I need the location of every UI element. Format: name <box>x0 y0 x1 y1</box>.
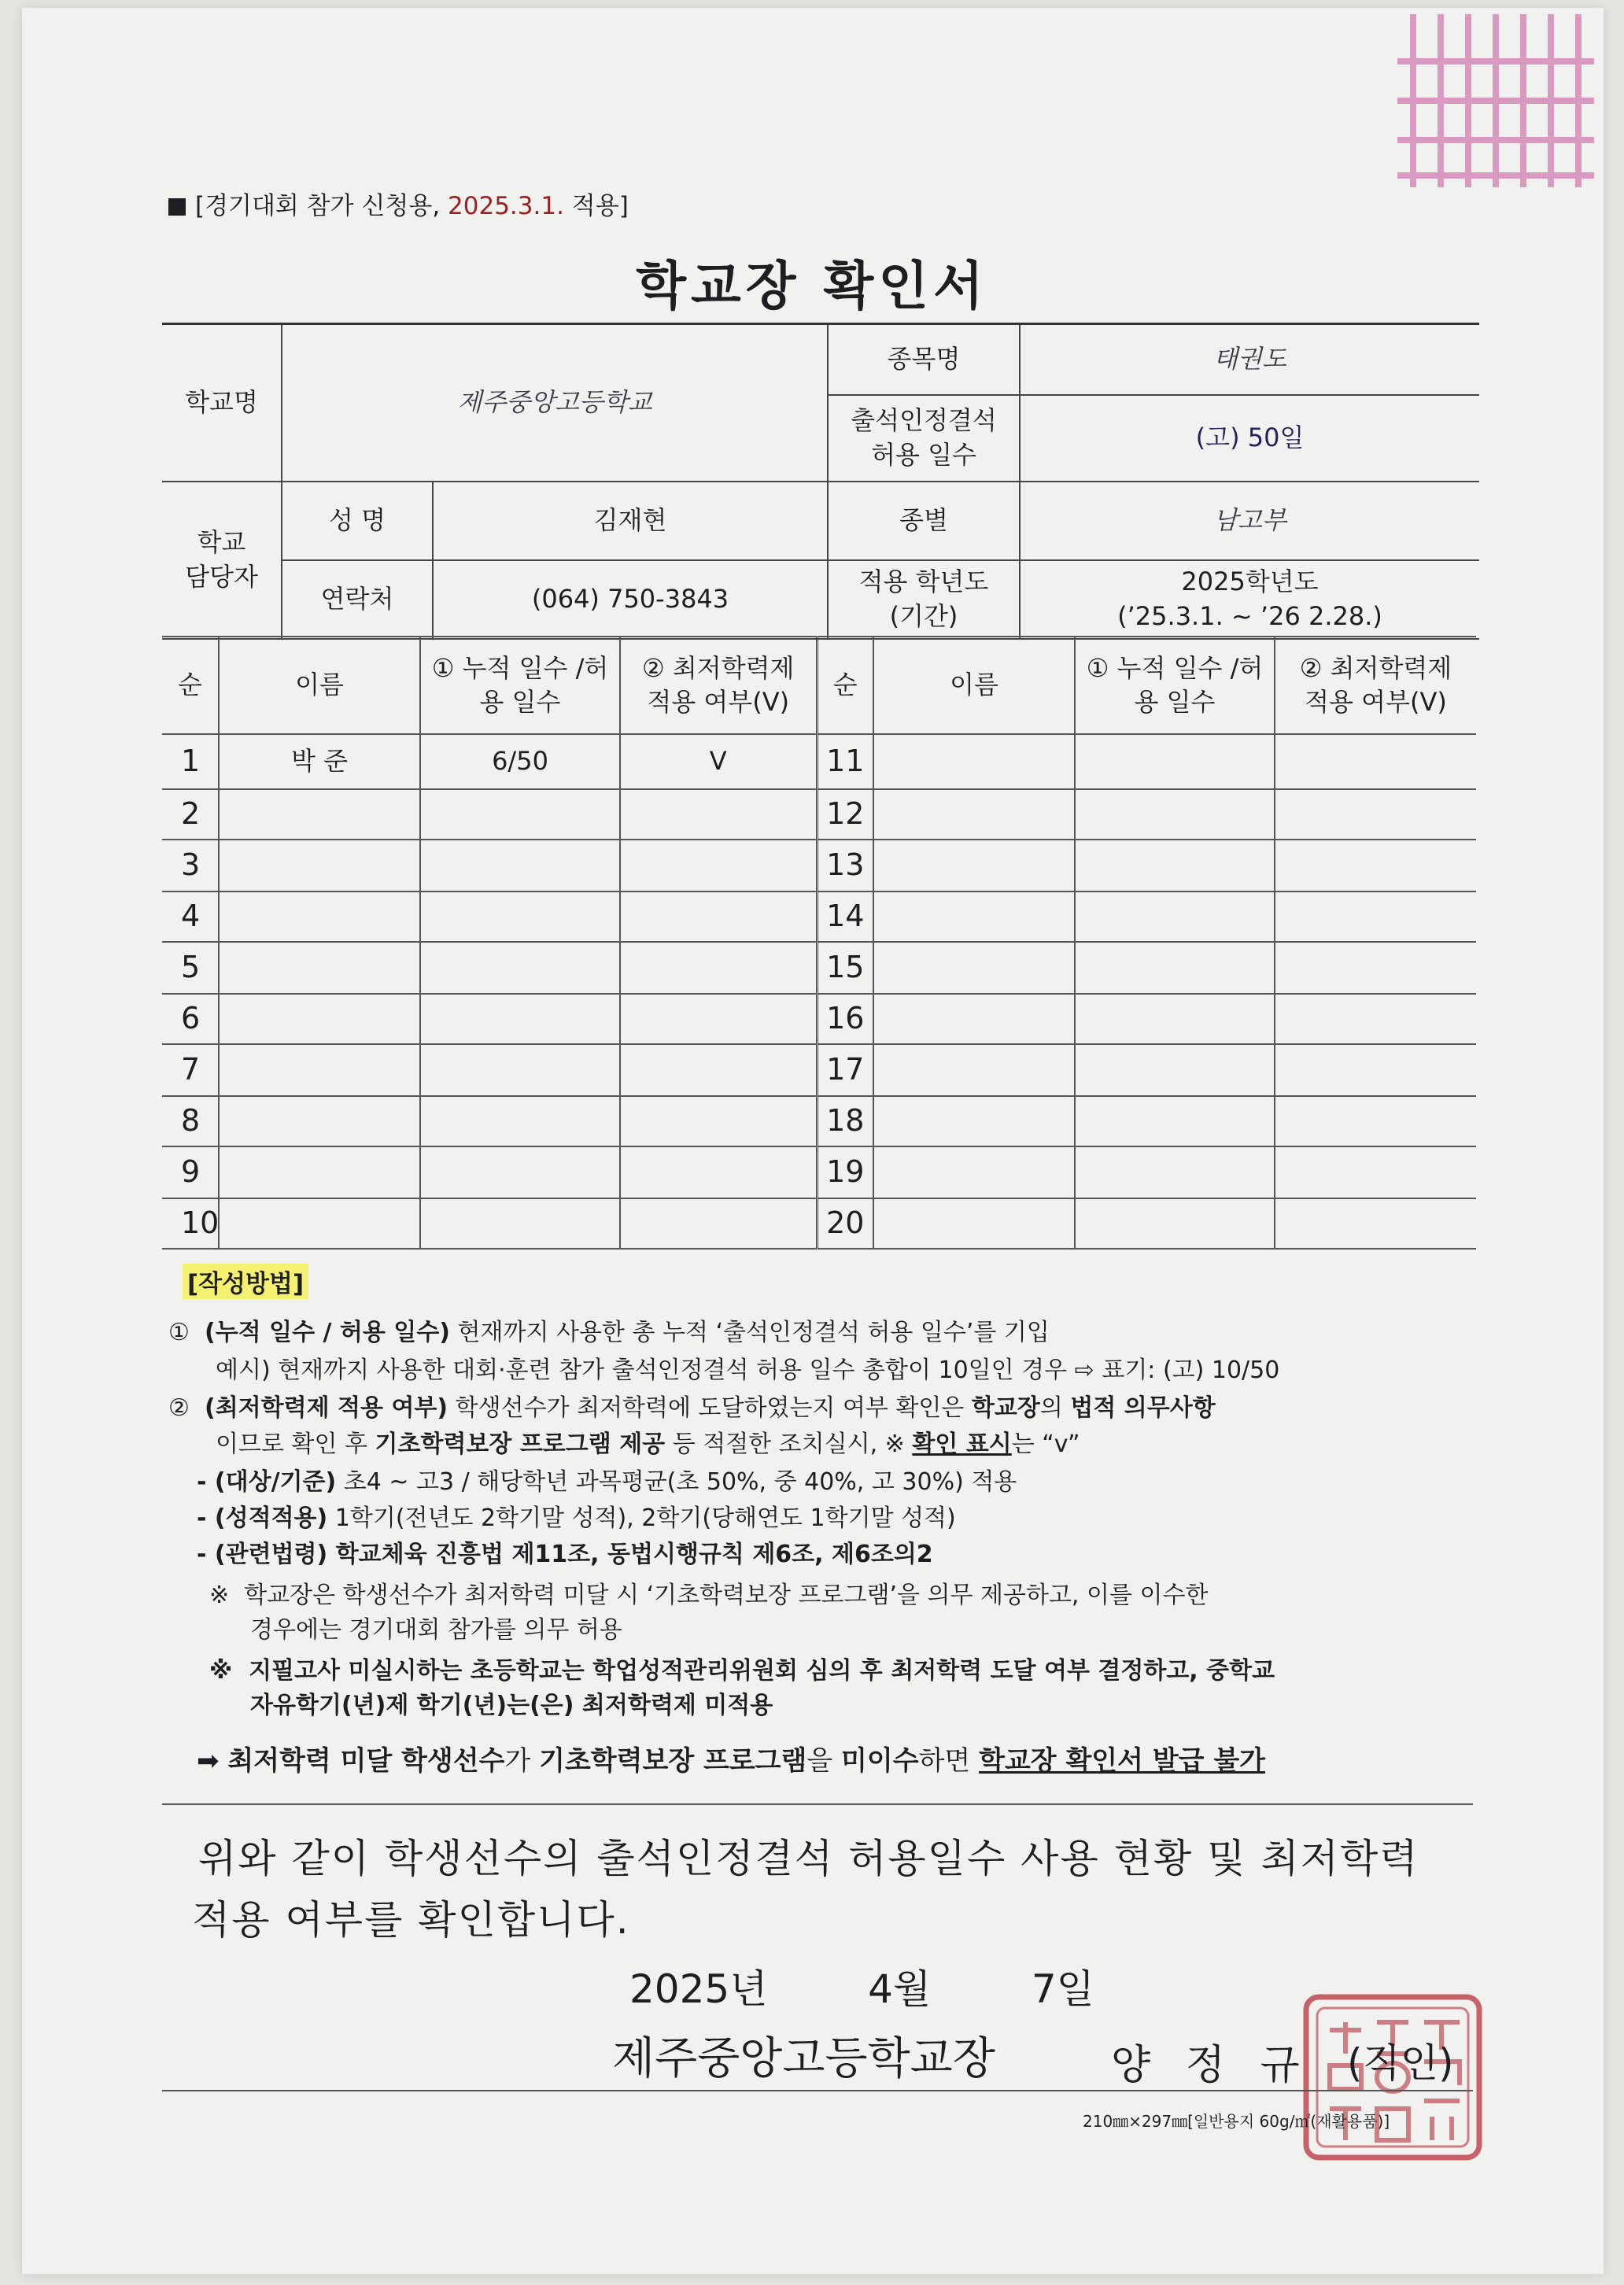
allowance-value: (고) 50일 <box>1020 395 1479 482</box>
min-grade-check: V <box>620 734 817 789</box>
row-number: 10 <box>162 1198 219 1249</box>
min-grade-check <box>1275 1198 1476 1249</box>
row-number: 18 <box>817 1096 873 1146</box>
table-row <box>162 734 1476 789</box>
athlete-name <box>219 789 420 840</box>
absence-days <box>1075 942 1275 994</box>
min-grade-check <box>620 1044 817 1096</box>
absence-days <box>420 789 620 840</box>
instruction-1: ① (누적 일수 / 허용 일수) 현재까지 사용한 총 누적 ‘출석인정결석 허용 일수’를 기입 <box>168 1319 1050 1346</box>
row-number: 6 <box>162 994 219 1044</box>
min-grade-check <box>620 942 817 994</box>
row-number: 12 <box>817 789 873 840</box>
grid-stamp-mark <box>1397 14 1602 203</box>
detail-law: - (관련법령) 학교체육 진흥법 제11조, 동법시행규칙 제6조, 제6조의2 <box>197 1541 933 1568</box>
arrow-box-icon: ➡ <box>197 1745 220 1777</box>
table-row <box>162 1146 1476 1198</box>
document-title: 학교장 확인서 <box>636 256 988 316</box>
min-grade-check <box>1275 1146 1476 1198</box>
absence-days <box>420 1198 620 1249</box>
absence-days <box>1075 1044 1275 1096</box>
absence-days <box>420 994 620 1044</box>
principal-name: 양 정 규 <box>1111 2042 1311 2089</box>
athlete-name <box>873 1096 1075 1146</box>
final-warning: ➡ 최저학력 미달 학생선수가 기초학력보장 프로그램을 미이수하면 학교장 확인서 발급 불가 <box>197 1745 1266 1777</box>
absence-days <box>1075 734 1275 789</box>
min-grade-check <box>1275 1096 1476 1146</box>
absence-days <box>420 1146 620 1198</box>
row-number: 8 <box>162 1096 219 1146</box>
min-grade-check <box>1275 994 1476 1044</box>
application-note: [경기대회 참가 신청용, 2025.3.1. 적용] <box>168 186 629 221</box>
table-row <box>162 840 1476 891</box>
absence-days <box>1075 1146 1275 1198</box>
note-1-line2: 경우에는 경기대회 참가를 의무 허용 <box>250 1616 622 1644</box>
detail-target: - (대상/기준) 초4 ~ 고3 / 해당학년 과목평균(초 50%, 중 40%, 고 30%) 적용 <box>197 1468 1017 1496</box>
list-header-row: 순 이름 ① 누적 일수 /허 용 일수 ② 최저학력제 적용 여부(V) 순 이름 ① 누적 일수 /허 용 일수 ② 최저학력제 적용 여부(V) <box>162 637 1476 734</box>
min-grade-check <box>620 840 817 891</box>
row-number: 3 <box>162 840 219 891</box>
category-label: 종별 <box>828 482 1020 560</box>
min-grade-check <box>620 1096 817 1146</box>
min-grade-check <box>1275 942 1476 994</box>
row-number: 15 <box>817 942 873 994</box>
school-year-value: 2025학년도 (’25.3.1. ~ ’26 2.28.) <box>1020 560 1479 639</box>
absence-days <box>420 891 620 942</box>
seal-label: (직인) <box>1347 2040 1454 2086</box>
square-bullet-icon <box>168 198 186 216</box>
athlete-name <box>219 1096 420 1146</box>
absence-days: 6/50 <box>420 734 620 789</box>
contact-name-label: 성 명 <box>282 482 433 560</box>
table-row <box>162 1044 1476 1096</box>
divider-bottom <box>162 2090 1473 2091</box>
min-grade-check <box>1275 734 1476 789</box>
min-grade-check <box>1275 840 1476 891</box>
athlete-list-table <box>162 636 1476 1250</box>
absence-days <box>1075 891 1275 942</box>
contact-phone-label: 연락처 <box>282 560 433 639</box>
school-name-label: 학교명 <box>162 324 282 482</box>
row-number: 13 <box>817 840 873 891</box>
absence-days <box>420 840 620 891</box>
table-row <box>162 942 1476 994</box>
athlete-name <box>219 1044 420 1096</box>
issue-date: 2025년 4월 7일 <box>629 1966 1094 2012</box>
note-2-line2: 자유학기(년)제 학기(년)는(은) 최저학력제 미적용 <box>250 1692 773 1719</box>
divider <box>162 1803 1473 1805</box>
row-number: 1 <box>162 734 219 789</box>
allowance-label: 출석인정결석 허용 일수 <box>828 395 1020 482</box>
absence-days <box>1075 994 1275 1044</box>
row-number: 7 <box>162 1044 219 1096</box>
table-row <box>162 789 1476 840</box>
athlete-name <box>873 942 1075 994</box>
athlete-name: 박 준 <box>219 734 420 789</box>
instruction-2-line2: 이므로 확인 후 기초학력보장 프로그램 제공 등 적절한 조치실시, ※ 확인 표시는 “v” <box>216 1430 1080 1458</box>
note-1: ※ 학교장은 학생선수가 최저학력 미달 시 ‘기초학력보장 프로그램’을 의무 제공하고, 이를 이수한 <box>209 1582 1209 1609</box>
category-value: 남고부 <box>1020 482 1479 560</box>
min-grade-check <box>620 1146 817 1198</box>
athlete-name <box>219 1198 420 1249</box>
note-2: ※ 지필고사 미실시하는 초등학교는 학업성적관리위원회 심의 후 최저학력 도달 여부 결정하고, 중학교 <box>209 1657 1275 1685</box>
contact-name-value: 김재현 <box>433 482 828 560</box>
paper-spec: 210㎜×297㎜[일반용지 60g/㎡(재활용품)] <box>1083 2112 1390 2131</box>
principal-title: 제주중앙고등학교장 <box>612 2033 995 2084</box>
absence-days <box>1075 1198 1275 1249</box>
row-number: 4 <box>162 891 219 942</box>
athlete-name <box>873 994 1075 1044</box>
sport-value: 태권도 <box>1020 324 1479 395</box>
athlete-name <box>873 789 1075 840</box>
min-grade-check <box>620 891 817 942</box>
athlete-name <box>219 840 420 891</box>
detail-grades: - (성적적용) 1학기(전년도 2학기말 성적), 2학기(당해연도 1학기말 성적) <box>197 1504 956 1532</box>
sport-label: 종목명 <box>828 324 1020 395</box>
table-row <box>162 1096 1476 1146</box>
table-row <box>162 1198 1476 1249</box>
manager-label: 학교 담당자 <box>162 482 282 639</box>
school-name-value: 제주중앙고등학교 <box>282 324 828 482</box>
athlete-name <box>219 1146 420 1198</box>
contact-phone-value: (064) 750-3843 <box>433 560 828 639</box>
athlete-name <box>219 891 420 942</box>
row-number: 17 <box>817 1044 873 1096</box>
min-grade-check <box>620 789 817 840</box>
absence-days <box>420 1096 620 1146</box>
athlete-name <box>873 840 1075 891</box>
min-grade-check <box>1275 891 1476 942</box>
row-number: 19 <box>817 1146 873 1198</box>
school-year-label: 적용 학년도 (기간) <box>828 560 1020 639</box>
min-grade-check <box>1275 1044 1476 1096</box>
absence-days <box>420 1044 620 1096</box>
instructions-heading: [작성방법] <box>183 1264 308 1299</box>
table-row <box>162 891 1476 942</box>
athlete-name <box>873 734 1075 789</box>
athlete-name <box>873 891 1075 942</box>
row-number: 11 <box>817 734 873 789</box>
table-row <box>162 994 1476 1044</box>
instruction-2: ② (최저학력제 적용 여부) 학생선수가 최저학력에 도달하였는지 여부 확인은 학교장의 법적 의무사항 <box>168 1394 1216 1422</box>
school-info-table <box>162 323 1479 640</box>
absence-days <box>1075 1096 1275 1146</box>
confirmation-statement: 위와 같이 학생선수의 출석인정결석 허용일수 사용 현황 및 최저학력 적용 여부를 확인합니다. <box>192 1836 1419 1943</box>
athlete-name <box>873 1146 1075 1198</box>
min-grade-check <box>1275 789 1476 840</box>
absence-days <box>1075 840 1275 891</box>
min-grade-check <box>620 994 817 1044</box>
min-grade-check <box>620 1198 817 1249</box>
row-number: 2 <box>162 789 219 840</box>
row-number: 20 <box>817 1198 873 1249</box>
row-number: 16 <box>817 994 873 1044</box>
row-number: 9 <box>162 1146 219 1198</box>
row-number: 14 <box>817 891 873 942</box>
athlete-name <box>219 942 420 994</box>
athlete-name <box>873 1044 1075 1096</box>
row-number: 5 <box>162 942 219 994</box>
athlete-name <box>219 994 420 1044</box>
instruction-1-example: 예시) 현재까지 사용한 대회·훈련 참가 출석인정결석 허용 일수 총합이 10일인 경우 ⇨ 표기: (고) 10/50 <box>216 1357 1280 1384</box>
athlete-name <box>873 1198 1075 1249</box>
absence-days <box>1075 789 1275 840</box>
absence-days <box>420 942 620 994</box>
